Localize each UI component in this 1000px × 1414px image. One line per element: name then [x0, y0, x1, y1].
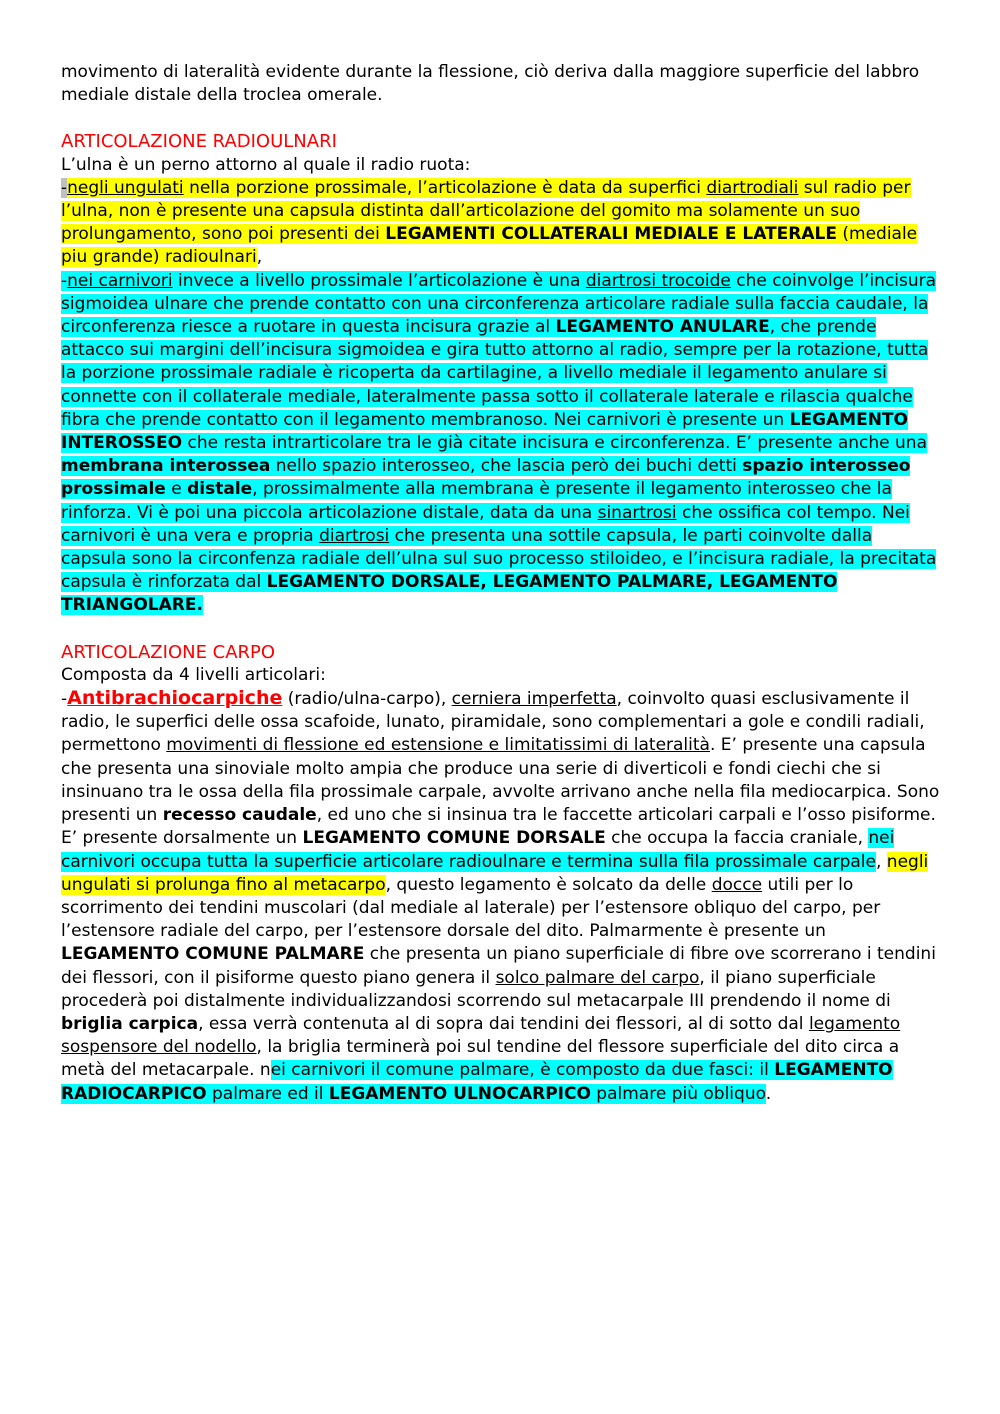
text: che presenta una sottile capsula, le parti coinvolte dalla capsula sono la circonfenza radiale dell’ulna sul suo processo stiloideo, e l’incisura radiale, la precitata capsula è rinforzata dal — [61, 525, 937, 593]
text: , essa verrà contenuta al di sopra dai tendini dei flessori, al di sotto dal — [198, 1013, 809, 1034]
text: che coinvolge l’incisura sigmoidea ulnare che prende contatto con una circonferenza articolare radiale sulla faccia caudale, la circonferenza riesce a ruotare in questa incisura grazie al — [61, 270, 937, 338]
document-page — [61, 61, 941, 1106]
heading-radioulnari: ARTICOLAZIONE RADIOULNARI — [61, 131, 337, 153]
term-spazio-interosseo: spazio interosseo prossimale — [61, 456, 911, 500]
term-diartrodiali: diartrodiali — [706, 177, 799, 198]
text: , il piano superficiale procederà poi distalmente individualizzandosi scorrendo sul metacarpale III prendendo il nome di — [61, 967, 891, 1011]
term-diartrosi-trocoide: diartrosi trocoide — [585, 270, 731, 291]
dash: - — [61, 177, 68, 198]
term-solco-palmare: solco palmare del carpo — [495, 967, 700, 988]
text: , questo legamento è solcato da delle — [385, 874, 712, 895]
term-legamento-anulare: LEGAMENTO ANULARE — [555, 317, 770, 338]
term-legamento-interosseo: LEGAMENTO INTEROSSEO — [61, 409, 908, 454]
text: , che prende attacco sui margini dell’incisura sigmoidea e gira tutto attorno al radio, sempre per la rotazione, tutta la porzione prossimale radiale è ricoperta da cartilagine, a livello mediale il legamento anulare si connette con il collaterale mediale, lateralmente passa sotto il collaterale laterale e rilascia qualche fibra che prende contatto con il legamento membranoso. Nei carnivori è presente un — [61, 317, 929, 430]
text: che presenta un piano superficiale di fibre ove scorrerano i tendini dei flessori, con il pisiforme questo piano genera il — [61, 944, 936, 988]
highlight-ungulati-dorsale: negli ungulati si prolunga fino al metacarpo — [61, 851, 929, 895]
text: che ossifica col tempo. Nei carnivori è una vera e propria — [61, 502, 910, 546]
text: , — [875, 851, 887, 872]
intro-paragraph — [61, 61, 941, 107]
highlight-carnivori — [61, 271, 936, 616]
text: palmare ed il — [206, 1083, 329, 1104]
text: che resta intrarticolare tra le già citate incisura e circonferenza. E’ presente anche una — [182, 433, 927, 454]
text: , prossimalmente alla membrana è presente il legamento interosseo che la rinforza. Vi è poi una piccola articolazione distale, data da una — [61, 479, 892, 523]
text: . — [765, 1083, 772, 1104]
term-legamento-comune-palmare: LEGAMENTO COMUNE PALMARE — [61, 944, 365, 965]
paragraph-ungulati — [61, 177, 941, 270]
term-cerniera-imperfetta: cerniera imperfetta — [451, 689, 617, 710]
term-membrana-interossea: membrana interossea — [61, 456, 271, 477]
heading-carpo: ARTICOLAZIONE CARPO — [61, 641, 276, 663]
text: . E’ presente una capsula che presenta una sinoviale molto ampia che produce una serie di diverticoli e fondi ciechi che si insinuano tra le ossa della fila prossimale carpale, avvolte arrivano anche nella fila mediocarpica. Sono presenti un — [61, 735, 940, 826]
text: nella porzione prossimale, l’articolazione è data da superfici — [183, 177, 707, 198]
spacer — [61, 107, 941, 130]
text: , ed uno che si insinua tra le faccette articolari carpali e l’osso pisiforme. E’ presente dorsalmente un — [61, 805, 936, 849]
text: sul radio per l’ulna, non è presente una capsula distinta dall’articolazione del gomito ma solamente un suo prolungamento, sono poi presenti dei — [61, 177, 911, 245]
paragraph-antibrachiocarpiche — [61, 687, 941, 1106]
term-legamenti-distali: LEGAMENTO DORSALE, LEGAMENTO PALMARE, LEGAMENTO TRIANGOLARE. — [61, 572, 838, 616]
radioulnari-lead: L’ulna è un perno attorno al quale il radio ruota: — [61, 154, 471, 175]
term-distale: distale — [187, 479, 253, 500]
term-legamento-radiocarpico: LEGAMENTO RADIOCARPICO — [61, 1060, 893, 1104]
carpo-lead: Composta da 4 livelli articolari: — [61, 664, 326, 685]
term-movimenti: movimenti di flessione ed estensione e limitatissimi di lateralità — [166, 735, 710, 756]
spacer — [61, 618, 941, 641]
term-recesso-caudale: recesso caudale — [162, 805, 317, 826]
text: che occupa la faccia craniale, — [605, 828, 869, 849]
text: invece a livello prossimale l’articolazione è una — [172, 270, 586, 291]
text: (mediale piu grande) radioulnari — [61, 224, 918, 268]
dash: - — [61, 270, 68, 291]
term-legamento-sospensore: legamento sospensore del nodello — [61, 1013, 901, 1058]
text: , — [256, 247, 263, 268]
intro-text: movimento di lateralità evidente durante la flessione, ciò deriva dalla maggiore superficie del labbro mediale distale della troclea omerale. — [61, 62, 920, 106]
term-docce: docce — [711, 874, 763, 895]
text: palmare più obliquo — [590, 1083, 766, 1104]
term-antibrachiocarpiche: Antibrachiocarpiche — [67, 687, 283, 710]
highlight-ungulati — [61, 178, 917, 268]
term-nei-carnivori: nei carnivori — [67, 270, 173, 291]
text: utili per lo scorrimento dei tendini muscolari (dal mediale al laterale) per l’estensore obliquo del carpo, per l’estensore radiale del carpo, per l’estensore dorsale del dito. Palmarmente è presente un — [61, 874, 881, 942]
term-legamento-comune-dorsale: LEGAMENTO COMUNE DORSALE — [302, 828, 606, 849]
highlight-carnivori-dorsale: nei carnivori occupa tutta la superficie articolare radioulnare e termina sulla fila prossimale carpale — [61, 828, 895, 872]
text: , la briglia terminerà poi sul tendine del flessore superficiale del dito circa a metà del metacarpale. n — [61, 1037, 900, 1081]
paragraph-carnivori — [61, 270, 941, 618]
text: ei carnivori il comune palmare, è composto da due fasci: il — [270, 1060, 775, 1081]
text: , coinvolto quasi esclusivamente il radio, le superfici delle ossa scafoide, lunato, piramidale, sono complementari a gole e condili radiali, permettono — [61, 689, 925, 756]
term-diartrosi: diartrosi — [319, 525, 390, 546]
text: (radio/ulna-carpo), — [282, 689, 452, 710]
dash: - — [61, 689, 68, 710]
term-legamenti-collaterali: LEGAMENTI COLLATERALI MEDIALE E LATERALE — [385, 224, 837, 245]
text: e — [165, 479, 188, 500]
term-negli-ungulati: negli ungulati — [67, 177, 184, 198]
term-briglia-carpica: briglia carpica — [61, 1013, 199, 1034]
text: nello spazio interosseo, che lascia però dei buchi detti — [270, 456, 743, 477]
term-legamento-ulnocarpico: LEGAMENTO ULNOCARPICO — [328, 1083, 591, 1104]
term-sinartrosi: sinartrosi — [597, 502, 677, 523]
